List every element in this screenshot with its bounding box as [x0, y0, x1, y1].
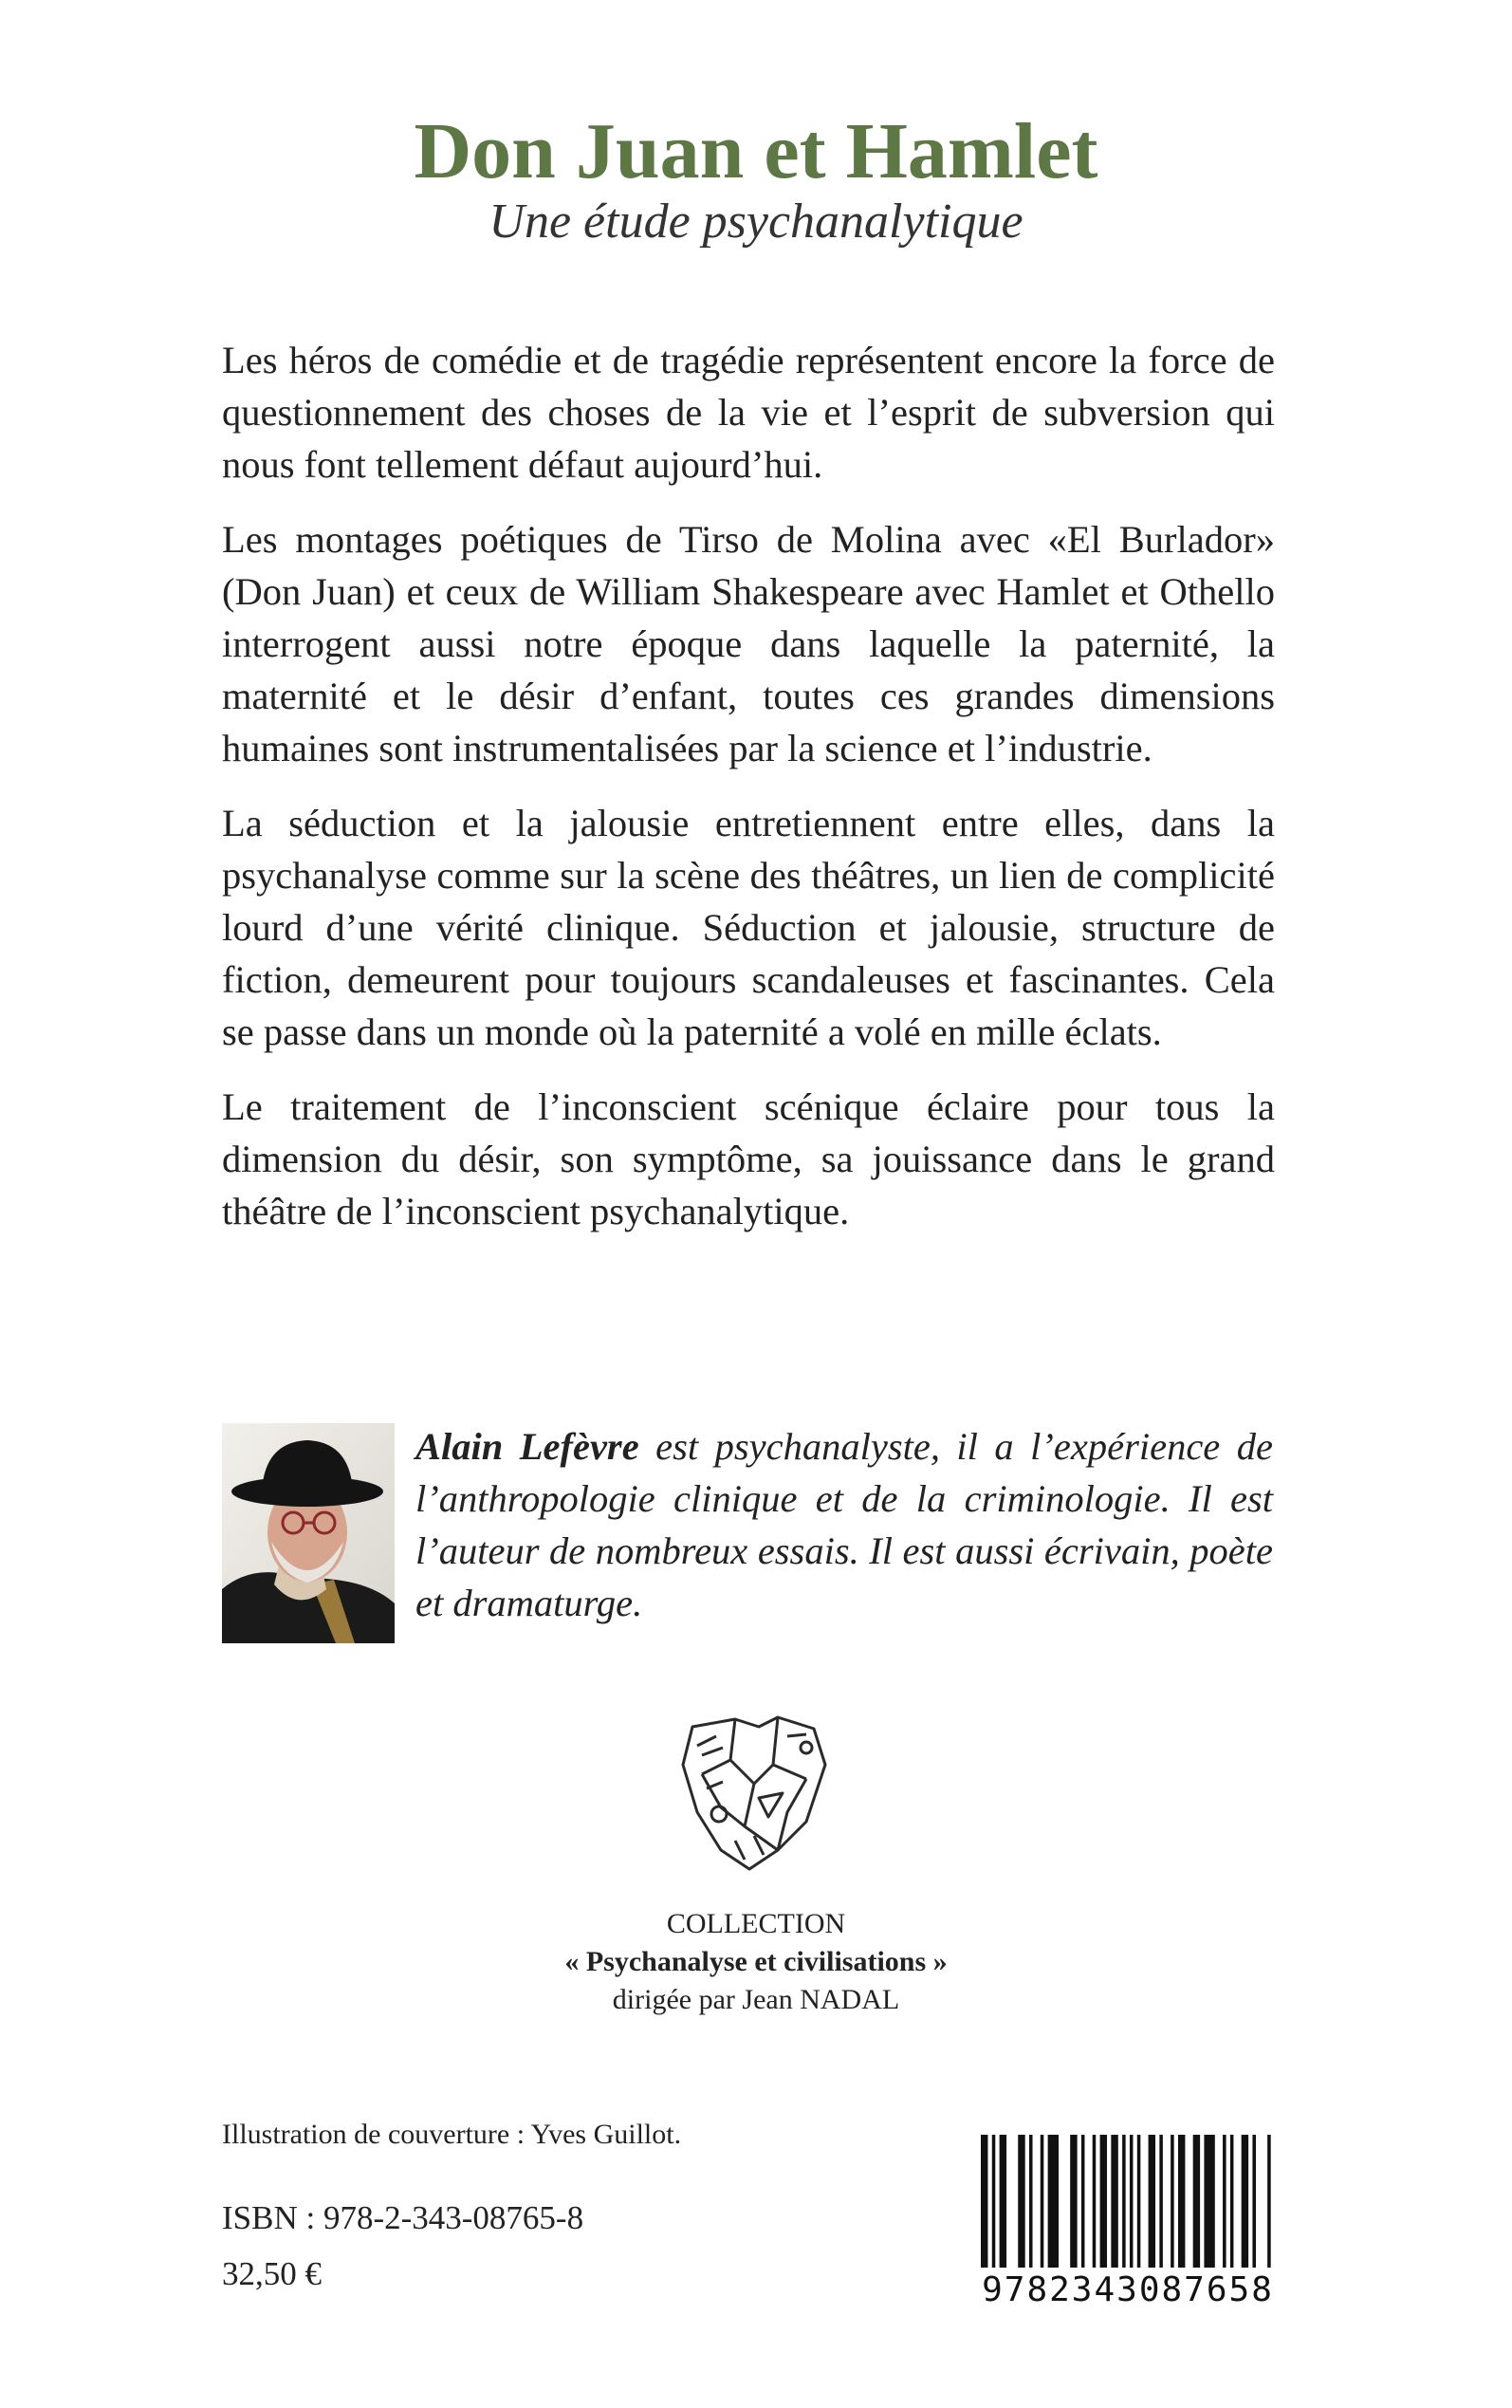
- author-bio-text: est psychanalyste, il a l’expérience de l’anthropologie clinique et de la criminologie. Il est l’auteur de nombreux essais. Il est aussi écrivain, poète et dramaturge.: [415, 1425, 1273, 1624]
- author-name: Alain Lefèvre: [415, 1425, 639, 1468]
- blurb-paragraph: Les héros de comédie et de tragédie représentent encore la force de questionnement des choses de la vie et l’esprit de subversion qui nous font tellement défaut aujourd’hui.: [222, 339, 1275, 486]
- book-title: Don Juan et Hamlet: [414, 107, 1098, 195]
- isbn: ISBN : 978-2-343-08765-8: [222, 2199, 584, 2236]
- author-photo: [222, 1423, 395, 1643]
- blurb-paragraph: La séduction et la jalousie entretiennent entre elles, dans la psychanalyse comme sur la scène des théâtres, un lien de complicité lourd d’une vérité clinique. Séduction et jalousie, structure de fiction, demeurent pour toujours scandaleuses et fascinantes. Cela se passe dans un monde où la paternité a volé en mille éclats.: [222, 802, 1275, 1053]
- collection-label: COLLECTION: [666, 1908, 846, 1939]
- publisher-logo: [664, 1708, 835, 1879]
- book-subtitle: Une étude psychanalytique: [489, 194, 1023, 249]
- collection-info: [0, 1905, 1512, 2019]
- cover-illustration-credit: Illustration de couverture : Yves Guillot.: [222, 2119, 682, 2150]
- collection-name: « Psychanalyse et civilisations »: [564, 1946, 948, 1977]
- back-cover-blurb: [222, 334, 1275, 1260]
- collection-director: dirigée par Jean NADAL: [612, 1984, 900, 2015]
- blurb-paragraph: Le traitement de l’inconscient scénique éclaire pour tous la dimension du désir, son symptôme, sa jouissance dans le grand théâtre de l’inconscient psychanalytique.: [222, 1085, 1275, 1232]
- blurb-paragraph: Les montages poétiques de Tirso de Molina avec «El Burlador» (Don Juan) et ceux de William Shakespeare avec Hamlet et Othello interrogent aussi notre époque dans laquelle la paternité, la maternité et le désir d’enfant, toutes ces grandes dimensions humaines sont instrumentalisées par la science et l’industrie.: [222, 518, 1275, 769]
- barcode-digits: 9782343087658: [977, 2268, 1279, 2313]
- price: 32,50 €: [222, 2255, 322, 2292]
- author-bio: [415, 1420, 1273, 1629]
